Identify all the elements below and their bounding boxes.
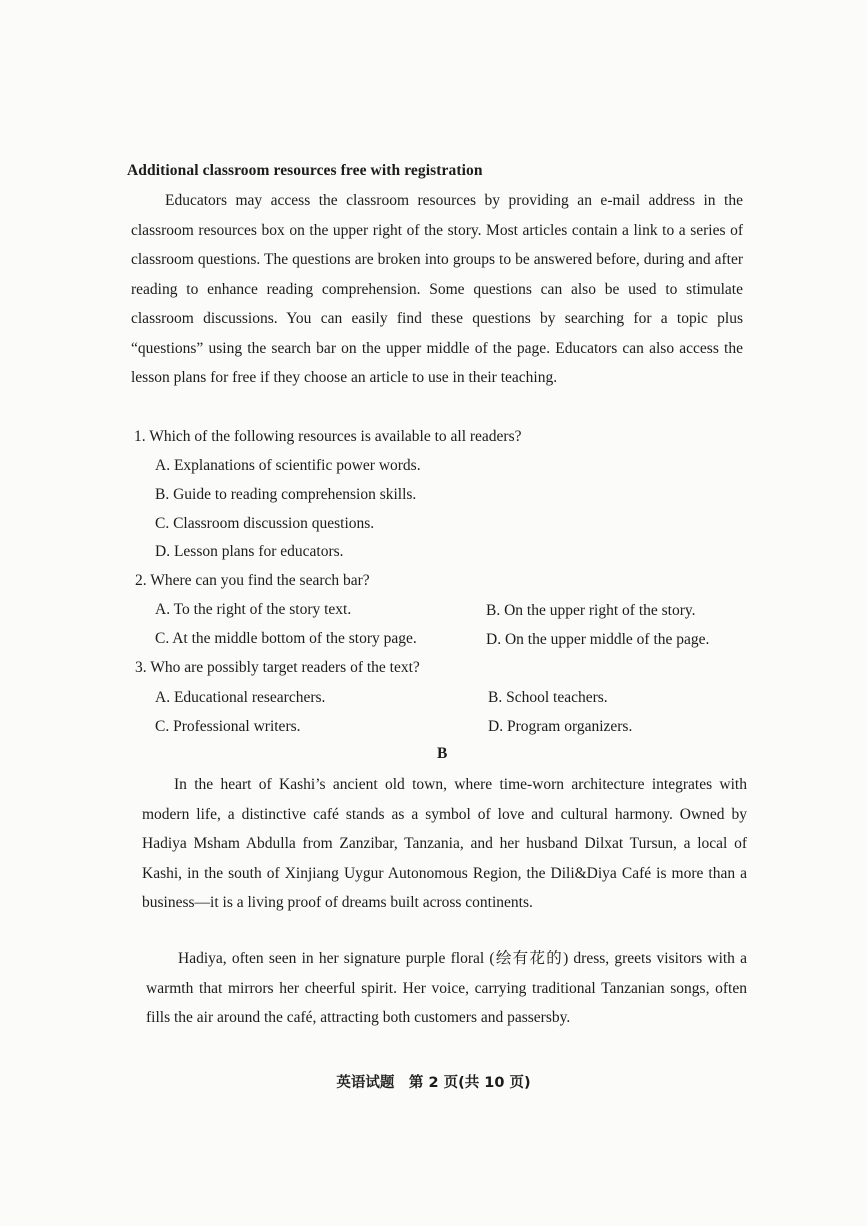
question-3-option-a: A. Educational researchers. — [155, 689, 326, 706]
question-3-option-b: B. School teachers. — [488, 689, 608, 706]
passage-paragraph-1 — [131, 186, 743, 393]
question-1-option-a: A. Explanations of scientific power words. — [155, 457, 421, 474]
question-2-stem: 2. Where can you find the search bar? — [135, 572, 370, 589]
question-2-option-a: A. To the right of the story text. — [155, 601, 352, 618]
question-2-option-d: D. On the upper middle of the page. — [486, 631, 710, 648]
page-footer: 英语试题 第 2 页(共 10 页) — [336, 1075, 531, 1091]
question-1-option-d: D. Lesson plans for educators. — [155, 543, 344, 560]
part-b-label: B — [437, 745, 448, 762]
question-1-option-c: C. Classroom discussion questions. — [155, 515, 375, 532]
question-1-stem: 1. Which of the following resources is available to all readers? — [134, 428, 522, 445]
passage-b-paragraph-1 — [142, 770, 747, 918]
question-3-option-c: C. Professional writers. — [155, 718, 301, 735]
passage-b-paragraph-2 — [146, 944, 747, 1033]
question-2-option-c: C. At the middle bottom of the story page. — [155, 630, 417, 647]
passage-paragraph-1-text: Educators may access the classroom resources by providing an e-mail address in the classroom resources box on the upper right of the story. Most articles contain a link to a series of classroom questions. The questions are broken into groups to be answered before, during and after reading to enhance reading comprehension. Some questions can also be used to stimulate classroom discussions. You can easily find these questions by searching for a topic plus “questions” using the search bar on the upper middle of the page. Educators can also access the lesson plans for free if they choose an article to use in their teaching. — [131, 192, 743, 386]
passage-b-paragraph-2-text: Hadiya, often seen in her signature purple floral (绘有花的) dress, greets visitors with a warmth that mirrors her cheerful spirit. Her voice, carrying traditional Tanzanian songs, often fills the air around the café, attracting both customers and passersby. — [146, 950, 747, 1026]
question-3-stem: 3. Who are possibly target readers of the text? — [135, 659, 420, 676]
question-2-option-b: B. On the upper right of the story. — [486, 602, 696, 619]
passage-b-paragraph-1-text: In the heart of Kashi’s ancient old town, where time-worn architecture integrates with modern life, a distinctive café stands as a symbol of love and cultural harmony. Owned by Hadiya Msham Abdulla from Zanzibar, Tanzania, and her husband Dilxat Tursun, a local of Kashi, in the south of Xinjiang Uygur Autonomous Region, the Dili&Diya Café is more than a business—it is a living proof of dreams built across continents. — [142, 776, 747, 911]
question-3-option-d: D. Program organizers. — [488, 718, 633, 735]
section-heading: Additional classroom resources free with registration — [127, 162, 483, 179]
question-1-option-b: B. Guide to reading comprehension skills. — [155, 486, 417, 503]
